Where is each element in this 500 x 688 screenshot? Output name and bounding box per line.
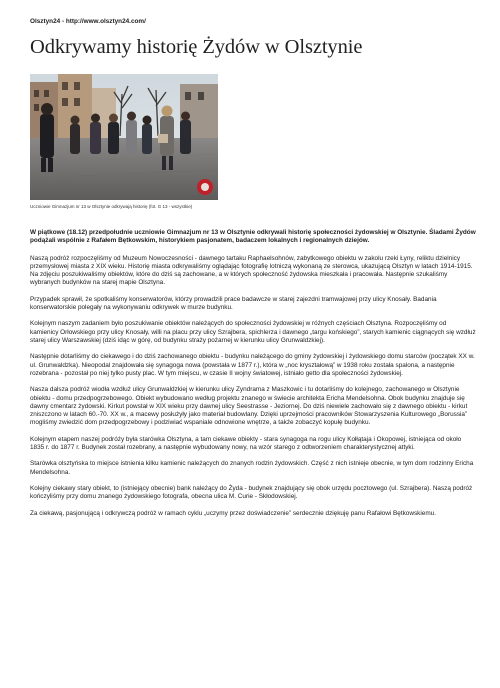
photo-caption: Uczniowie Gimnazjum nr 13 w Olsztynie odkrywają historię (fot. G 13 - wszystkie) xyxy=(30,204,193,209)
paragraph: Kolejny ciekawy stary obiekt, to (istniejący obecnie) bank należący do Żyda - budynek znajdujący się obok urzędu pocztowego (ul. Szrajbera). Naszą podróż kończyliśmy przy domu znanego żydowskiego fotografa, obecna ulica M. Curie - Skłodowskiej. xyxy=(30,485,473,501)
paragraph: Naszą podróż rozpoczęliśmy od Muzeum Nowoczesności - dawnego tartaku Raphaelsohnów, zabytkowego obiektu w zakolu rzeki Łyny, reliktu dzielnicy przemysłowej miasta z XIX wieku. Historię miasta odkrywaliśmy oglądając fotografię lotniczą wykonaną ze sterowca, ukazującą Olsztyn w latach 1914-1915. Na zdjęciu poszukiwaliśmy obiektów, które do dziś są zachowane, a w których społeczność żydowska mieszkała i pracowała. Następnie szukaliśmy wybranych budynków na starej mapie Olsztyna. xyxy=(30,254,473,287)
paragraph: Nasza dalsza podróż wiodła wzdłuż ulicy Grunwaldzkiej w kierunku ulicy Zyndrama z Maszkowic i tu dotarliśmy do kolejnego, zachowanego w Olsztynie obiektu - domu przedpogrzebowego. Obiekt wybudowano według projektu znanego w świecie architekta Ericha Mendelsohna. Obok budynku znajduje się dawny cmentarz żydowski. Kirkut powstał w XIX wieku przy dawnej ulicy Seestrasse - Jeziornej. Do dziś niewiele zachowało się z dawnego obiektu - kirkut zniszczono w latach 60.-70. XX w., a macewy posłużyły jako materiał budowlany. Dzięki uprzejmości pracowników Stowarzyszenia Kulturowego „Borussia” mogliśmy zwiedzić dom przedpogrzebowy i podziwiać wspaniale odnowione wnętrze, a także zobaczyć kopułę budynku. xyxy=(30,386,468,427)
lead-paragraph: W piątkowe (18.12) przedpołudnie uczniowie Gimnazjum nr 13 w Olsztynie odkrywali historię społeczności żydowskiej w Olsztynie. Śladami Żydów podążali wspólnie z Rafałem Bętkowskim, historykiem pasjonatem, badaczem lokalnych i regionalnych dziejów. xyxy=(30,229,476,245)
site-header[interactable]: Olsztyn24 - http://www.olsztyn24.com/ xyxy=(30,18,146,25)
paragraph: Za ciekawą, pasjonującą i odkrywczą podróż w ramach cyklu „uczymy przez doświadczenie” serdecznie dziękuję panu Rafałowi Bętkowskiemu. xyxy=(30,509,436,517)
photo-figure xyxy=(30,74,218,210)
article-photo[interactable] xyxy=(30,74,218,200)
article-title: Odkrywamy historię Żydów w Olsztynie xyxy=(30,36,363,58)
paragraph: Przypadek sprawił, że spotkaliśmy konserwatorów, którzy prowadzili prace badawcze w starej zajezdni tramwajowej przy ulicy Knosały. Badania konserwatorskie polegały na wykonywaniu odkrywek w murze budynku. xyxy=(30,295,437,311)
article-body xyxy=(30,229,476,526)
paragraph: Kolejnym etapem naszej podróży była starówka Olsztyna, a tam ciekawe obiekty - stara synagoga na rogu ulicy Kołłątaja i Okopowej, istniejąca od około 1835 r. do 1877 r. Budynek został rozebrany, a następnie wybudowany nowy, na wzór starego z odtworzeniem charakterystycznej attyki. xyxy=(30,435,462,451)
paragraph: Starówka olsztyńska to miejsce istnienia kilku kamienic należących do znanych rodzin żydowskich. Część z nich istnieje obecnie, w tym dom rodzinny Ericha Mendelsohna. xyxy=(30,460,474,476)
paragraph: Kolejnym naszym zadaniem było poszukiwanie obiektów należących do społeczności żydowskiej w różnych częściach Olsztyna. Rozpoczęliśmy od kamienicy Orłowskiego przy ulicy Knosały, willi na placu przy ulicy Szrajbera, spichlerza i dawnego „targu końskiego”, starych kamienic ciągnących się wzdłuż starej ulicy Warszawskiej (dziś idąc w górę, od budynku straży pożarnej w kierunku ulicy Grunwaldzkiej). xyxy=(30,320,476,344)
paragraph: Następnie dotarliśmy do ciekawego i do dziś zachowanego obiektu - budynku należącego do gminy żydowskiej i żydowskiego domu starców (początek XX w. ul. Grunwaldzka). Nieopodal znajdowała się synagoga nowa (powstała w 1877 r.), która w „noc kryształową” w 1938 roku została spalona, a następnie rozebrana - pozostał po niej tylko pusty plac. W tym miejscu, w czasie II wojny światowej, istniało getto dla społeczności żydowskiej. xyxy=(30,353,475,377)
